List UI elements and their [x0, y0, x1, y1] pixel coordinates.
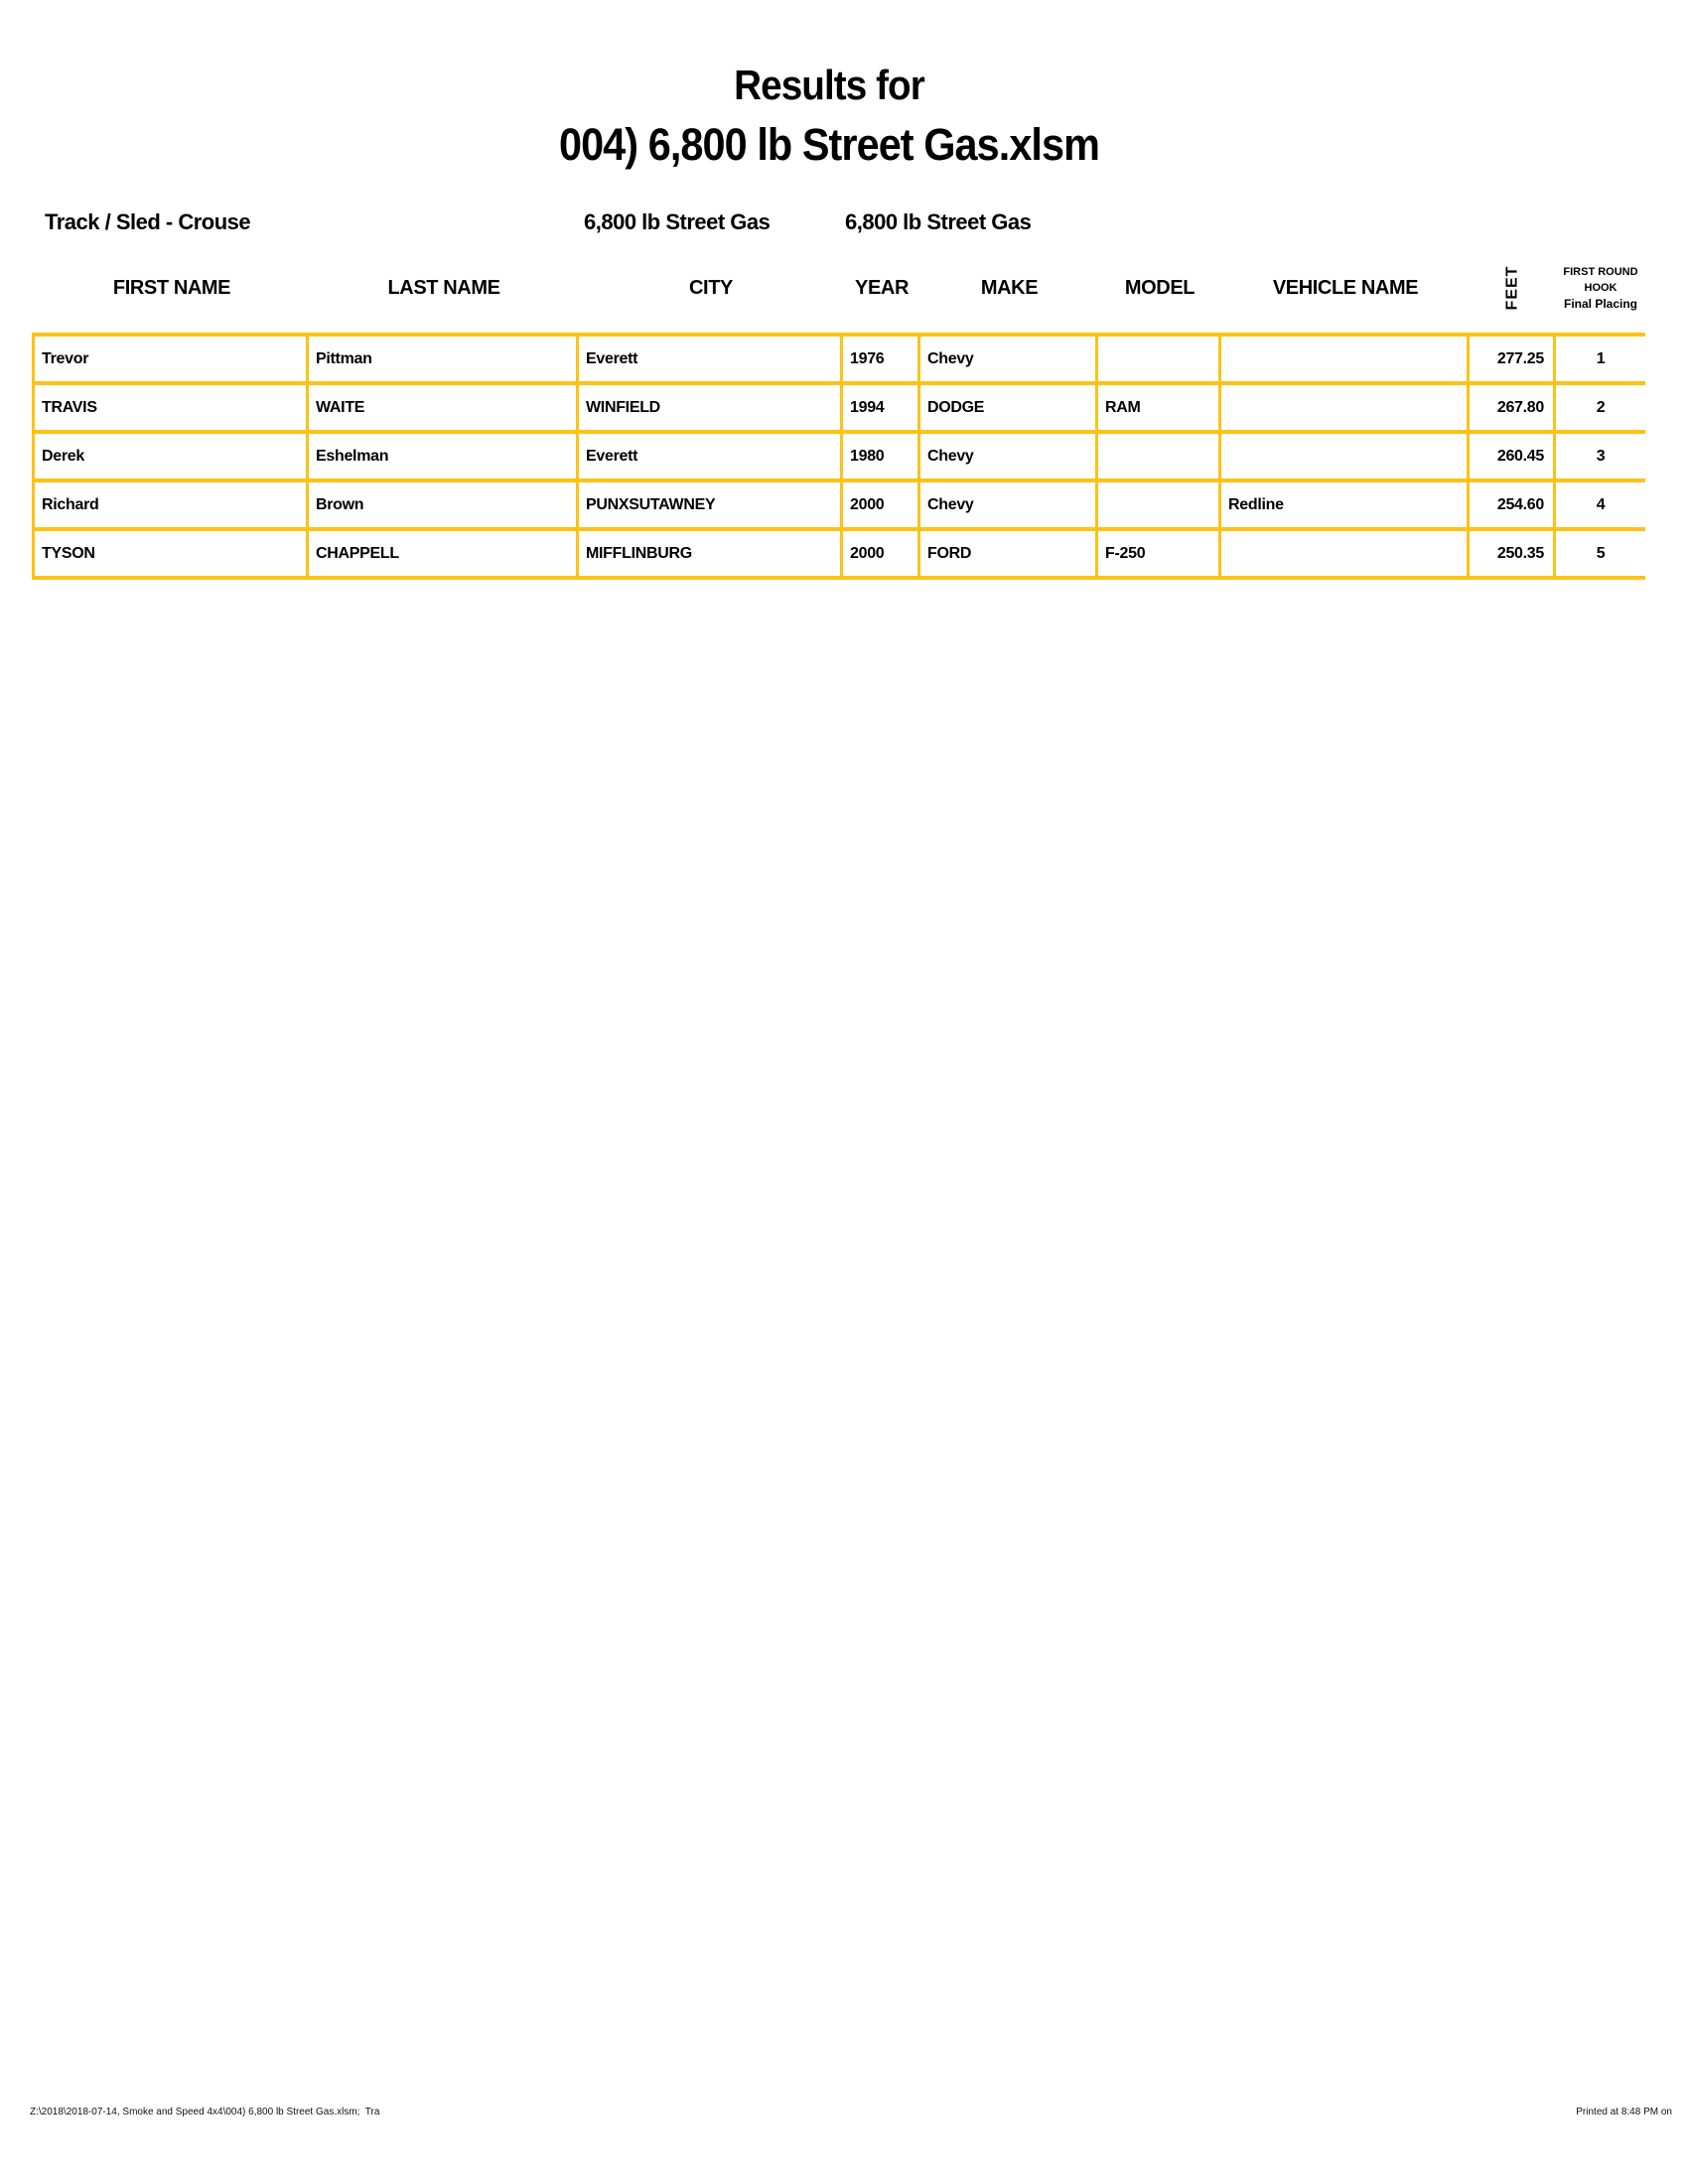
- cell-year: 1994: [843, 385, 920, 434]
- table-row: [35, 385, 1645, 434]
- cell-feet: 277.25: [1470, 337, 1556, 385]
- cell-placing: 4: [1556, 482, 1645, 531]
- feet-rotated-label: FEET: [1503, 265, 1521, 311]
- cell-vehicle-name: [1221, 385, 1470, 434]
- cell-make: Chevy: [920, 434, 1098, 482]
- cell-make: Chevy: [920, 482, 1098, 531]
- hook-header-line2: HOOK: [1584, 282, 1618, 294]
- column-header-final-placing: [1556, 256, 1645, 320]
- cell-first-name: Richard: [35, 482, 309, 531]
- cell-city: PUNXSUTAWNEY: [579, 482, 843, 531]
- cell-feet: 254.60: [1470, 482, 1556, 531]
- cell-first-name: Derek: [35, 434, 309, 482]
- cell-placing: 2: [1556, 385, 1645, 434]
- table-row: [35, 482, 1645, 531]
- cell-model: [1098, 482, 1221, 531]
- cell-feet: 250.35: [1470, 531, 1556, 580]
- footer-file-path: Z:\2018\2018-07-14, Smoke and Speed 4x4\004) 6,800 lb Street Gas.xlsm; Tra: [30, 2107, 380, 2117]
- table-row: [35, 531, 1645, 580]
- track-sled-label: Track / Sled - Crouse: [45, 209, 251, 234]
- column-header-first-name: FIRST NAME: [112, 276, 231, 299]
- cell-last-name: Pittman: [309, 337, 579, 385]
- cell-feet: 260.45: [1470, 434, 1556, 482]
- cell-vehicle-name: [1221, 434, 1470, 482]
- cell-vehicle-name: [1221, 531, 1470, 580]
- cell-last-name: Eshelman: [309, 434, 579, 482]
- report-title-line2: 004) 6,800 lb Street Gas.xlsm: [558, 119, 1100, 170]
- cell-city: WINFIELD: [579, 385, 843, 434]
- hook-header-line3: Final Placing: [1563, 297, 1637, 311]
- cell-first-name: TRAVIS: [35, 385, 309, 434]
- cell-placing: 5: [1556, 531, 1645, 580]
- cell-model: [1098, 434, 1221, 482]
- report-title-line1: Results for: [734, 62, 924, 108]
- footer-printed-at: Printed at 8:48 PM on: [1576, 2107, 1672, 2117]
- cell-model: F-250: [1098, 531, 1221, 580]
- table-row: [35, 337, 1645, 385]
- results-table: [32, 333, 1645, 580]
- cell-city: Everett: [579, 434, 843, 482]
- cell-vehicle-name: [1221, 337, 1470, 385]
- cell-year: 1980: [843, 434, 920, 482]
- column-header-city: CITY: [689, 276, 733, 299]
- cell-placing: 3: [1556, 434, 1645, 482]
- cell-first-name: TYSON: [35, 531, 309, 580]
- cell-make: DODGE: [920, 385, 1098, 434]
- cell-last-name: CHAPPELL: [309, 531, 579, 580]
- cell-year: 2000: [843, 482, 920, 531]
- cell-year: 2000: [843, 531, 920, 580]
- cell-model: RAM: [1098, 385, 1221, 434]
- column-header-year: YEAR: [855, 276, 909, 299]
- class-label-1: 6,800 lb Street Gas: [584, 209, 771, 234]
- cell-make: FORD: [920, 531, 1098, 580]
- cell-make: Chevy: [920, 337, 1098, 385]
- cell-year: 1976: [843, 337, 920, 385]
- cell-first-name: Trevor: [35, 337, 309, 385]
- cell-feet: 267.80: [1470, 385, 1556, 434]
- column-header-make: MAKE: [980, 276, 1039, 299]
- cell-city: Everett: [579, 337, 843, 385]
- cell-vehicle-name: Redline: [1221, 482, 1470, 531]
- column-header-last-name: LAST NAME: [387, 276, 500, 299]
- cell-last-name: Brown: [309, 482, 579, 531]
- column-header-feet: [1470, 256, 1556, 320]
- column-header-model: MODEL: [1124, 276, 1196, 299]
- column-header-vehicle-name: VEHICLE NAME: [1272, 276, 1419, 299]
- cell-placing: 1: [1556, 337, 1645, 385]
- cell-model: [1098, 337, 1221, 385]
- cell-city: MIFFLINBURG: [579, 531, 843, 580]
- class-label-2: 6,800 lb Street Gas: [845, 209, 1032, 234]
- table-header-row: [35, 256, 1645, 320]
- hook-header-line1: FIRST ROUND: [1563, 266, 1638, 278]
- cell-last-name: WAITE: [309, 385, 579, 434]
- table-row: [35, 434, 1645, 482]
